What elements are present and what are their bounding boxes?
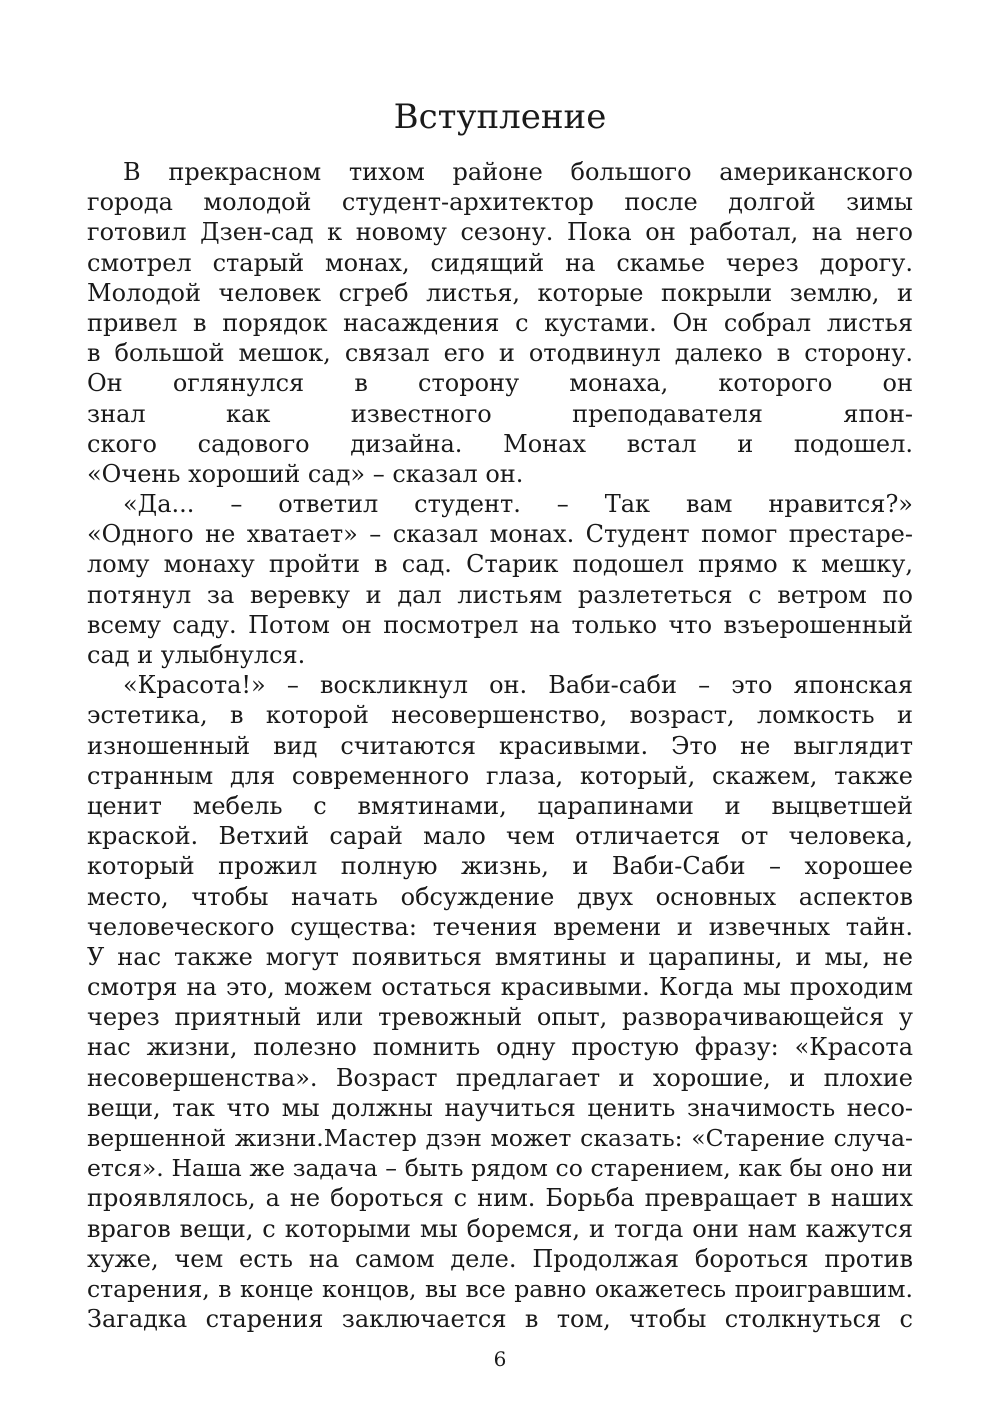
text-line: краской. Ветхий сарай мало чем отличается от человека, (87, 822, 913, 851)
text-line: нас жизни, полезно помнить одну простую фразу: «Красота (87, 1033, 913, 1062)
text-line: Загадка старения заключается в том, чтобы столкнуться с (87, 1305, 913, 1334)
text-line: привел в порядок насаждения с кустами. Он собрал листья (87, 308, 913, 337)
text-line: ского садового дизайна. Монах встал и подошел. (87, 429, 913, 458)
text-line: ценит мебель с вмятинами, царапинами и выцветшей (87, 791, 913, 820)
text-line: потянул за веревку и дал листьям разлететься с ветром по (87, 580, 913, 609)
text-line: «Одного не хватает» – сказал монах. Студент помог престаре- (87, 520, 913, 549)
text-line: У нас также могут появиться вмятины и царапины, и мы, не (87, 942, 913, 971)
text-line: «Красота!» – воскликнул он. Ваби-саби – это японская (123, 671, 913, 700)
text-line: смотрел старый монах, сидящий на скамье через дорогу. (87, 248, 913, 277)
text-line: место, чтобы начать обсуждение двух основных аспектов (87, 882, 913, 911)
text-line: старения, в конце концов, вы все равно окажетесь проигравшим. (87, 1274, 913, 1303)
text-line: изношенный вид считаются красивыми. Это не выглядит (87, 731, 913, 760)
text-line: вещи, так что мы должны научиться ценить значимость несо- (87, 1093, 913, 1122)
text-line: который прожил полную жизнь, и Ваби-Саби – хорошее (87, 852, 913, 881)
text-line: человеческого существа: течения времени и извечных тайн. (87, 912, 913, 941)
text-line: ется». Наша же задача – быть рядом со старением, как бы оно ни (87, 1154, 913, 1183)
text-line: «Да... – ответил студент. – Так вам нравится?» (123, 490, 913, 519)
body-text (87, 157, 913, 1334)
page-title: Вступление (393, 97, 607, 137)
text-line: хуже, чем есть на самом деле. Продолжая бороться против (87, 1244, 913, 1273)
text-line: «Очень хороший сад» – сказал он. (87, 459, 524, 488)
text-line: В прекрасном тихом районе большого американского (123, 158, 913, 186)
text-line: знал как известного преподавателя япон- (87, 399, 913, 428)
text-line: Он оглянулся в сторону монаха, которого он (87, 369, 913, 398)
text-line: через приятный или тревожный опыт, разворачивающейся у (87, 1003, 913, 1032)
text-line: всему саду. Потом он посмотрел на только что взъерошенный (87, 610, 913, 639)
text-line: сад и улыбнулся. (87, 641, 306, 669)
text-line: Молодой человек сгреб листья, которые покрыли землю, и (87, 278, 913, 307)
page-number: 6 (493, 1347, 507, 1371)
text-line: вершенной жизни.Мастер дзэн может сказать: «Старение случа- (87, 1124, 913, 1152)
text-line: готовил Дзен-сад к новому сезону. Пока он работал, на него (87, 218, 913, 247)
text-line: проявлялось, а не бороться с ним. Борьба превращает в наших (87, 1184, 913, 1213)
text-line: в большой мешок, связал его и отодвинул далеко в сторону. (87, 339, 913, 368)
text-line: несовершенства». Возраст предлагает и хорошие, и плохие (87, 1063, 913, 1092)
text-line: смотря на это, можем остаться красивыми. Когда мы проходим (87, 973, 913, 1002)
text-line: эстетика, в которой несовершенство, возраст, ломкость и (87, 701, 913, 730)
text-line: лому монаху пройти в сад. Старик подошел прямо к мешку, (87, 550, 913, 579)
text-line: города молодой студент-архитектор после долгой зимы (87, 188, 913, 217)
text-line: странным для современного глаза, который, скажем, также (87, 761, 913, 790)
text-line: врагов вещи, с которыми мы боремся, и тогда они нам кажутся (87, 1214, 913, 1243)
